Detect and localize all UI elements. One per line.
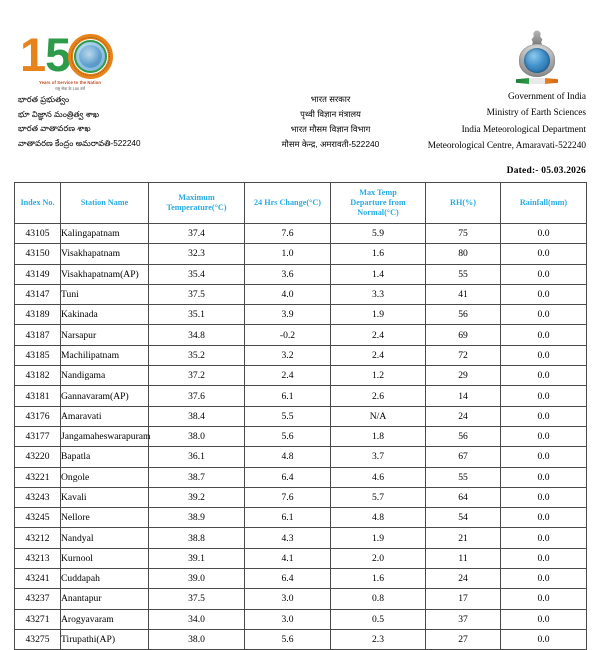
cell-24hrs-change: 4.3 (245, 528, 331, 548)
column-header-max-temp-departure (331, 183, 426, 224)
cell-station-name: Narsapur (61, 325, 149, 345)
cell-index-no: 43149 (15, 264, 61, 284)
table-row (15, 406, 587, 426)
cell-rh: 80 (426, 244, 501, 264)
cell-max-temperature: 36.1 (149, 447, 245, 467)
cell-rh: 64 (426, 487, 501, 507)
cell-index-no: 43150 (15, 244, 61, 264)
cell-rh: 29 (426, 366, 501, 386)
table-row (15, 629, 587, 649)
column-header-maxtemp-line2: Temperature(°C) (166, 203, 227, 212)
cell-max-temp-departure: 1.4 (331, 264, 426, 284)
cell-index-no: 43220 (15, 447, 61, 467)
cell-max-temperature: 37.2 (149, 366, 245, 386)
cell-24hrs-change: 6.1 (245, 386, 331, 406)
cell-station-name: Jangamaheswarapuram (61, 426, 149, 446)
emblem-globe-frame (519, 44, 555, 77)
cell-max-temperature: 37.5 (149, 284, 245, 304)
cell-station-name: Bapatla (61, 447, 149, 467)
cell-rainfall: 0.0 (501, 609, 587, 629)
weather-table-container (14, 182, 586, 650)
cell-max-temp-departure: 5.7 (331, 487, 426, 507)
cell-index-no: 43271 (15, 609, 61, 629)
cell-station-name: Visakhapatnam(AP) (61, 264, 149, 284)
header-hindi-line-3: भारत मौसम विज्ञान विभाग (290, 123, 371, 134)
column-header-maxtemp-line1: Maximum (178, 192, 215, 202)
dated-label: Dated:- 05.03.2026 (506, 166, 586, 176)
table-header-row-group (15, 183, 587, 224)
cell-rainfall: 0.0 (501, 447, 587, 467)
table-row (15, 325, 587, 345)
cell-station-name: Machilipatnam (61, 345, 149, 365)
column-header-depart-line1: Max Temp (359, 187, 397, 197)
cell-24hrs-change: 6.1 (245, 508, 331, 528)
cell-rh: 69 (426, 325, 501, 345)
logo-tagline-english: Years of Service to the Nation (38, 80, 102, 85)
cell-rainfall: 0.0 (501, 629, 587, 649)
table-row (15, 467, 587, 487)
cell-rainfall: 0.0 (501, 487, 587, 507)
column-header-rh: RH(%) (426, 183, 501, 224)
cell-index-no: 43182 (15, 366, 61, 386)
cell-rainfall: 0.0 (501, 508, 587, 528)
cell-max-temperature: 38.4 (149, 406, 245, 426)
cell-max-temperature: 39.0 (149, 569, 245, 589)
cell-station-name: Kakinada (61, 305, 149, 325)
cell-rh: 11 (426, 548, 501, 568)
table-row (15, 548, 587, 568)
table-row (15, 284, 587, 304)
cell-index-no: 43105 (15, 224, 61, 244)
table-row (15, 305, 587, 325)
cell-station-name: Anantapur (61, 589, 149, 609)
cell-rh: 24 (426, 406, 501, 426)
cell-rh: 41 (426, 284, 501, 304)
cell-rainfall: 0.0 (501, 406, 587, 426)
cell-station-name: Tuni (61, 284, 149, 304)
cell-max-temp-departure: N/A (331, 406, 426, 426)
cell-rainfall: 0.0 (501, 467, 587, 487)
cell-rh: 55 (426, 467, 501, 487)
cell-max-temperature: 38.9 (149, 508, 245, 528)
column-header-index-no: Index No. (15, 183, 61, 224)
cell-24hrs-change: 3.0 (245, 589, 331, 609)
table-row (15, 589, 587, 609)
table-row (15, 447, 587, 467)
cell-max-temp-departure: 0.5 (331, 609, 426, 629)
cell-station-name: Nandigama (61, 366, 149, 386)
header-english-line-3: India Meteorological Department (461, 124, 586, 135)
cell-24hrs-change: 2.4 (245, 366, 331, 386)
cell-max-temp-departure: 1.6 (331, 569, 426, 589)
column-header-depart-line3: Normal(°C) (357, 208, 399, 218)
cell-index-no: 43243 (15, 487, 61, 507)
cell-max-temp-departure: 4.8 (331, 508, 426, 528)
cell-max-temperature: 34.0 (149, 609, 245, 629)
cell-rh: 17 (426, 589, 501, 609)
header-hindi-line-1: भारत सरकार (310, 94, 351, 104)
cell-max-temp-departure: 2.3 (331, 629, 426, 649)
cell-station-name: Amaravati (61, 406, 149, 426)
cell-rainfall: 0.0 (501, 305, 587, 325)
cell-index-no: 43177 (15, 426, 61, 446)
column-header-rainfall: Rainfall(mm) (501, 183, 587, 224)
cell-station-name: Kalingapatnam (61, 224, 149, 244)
table-row (15, 569, 587, 589)
table-row (15, 426, 587, 446)
cell-rh: 24 (426, 569, 501, 589)
cell-station-name: Ongole (61, 467, 149, 487)
header-hindi-line-2: पृथ्वी विज्ञान मंत्रालय (300, 108, 361, 119)
cell-rainfall: 0.0 (501, 284, 587, 304)
cell-24hrs-change: 5.6 (245, 629, 331, 649)
header-english-block (326, 93, 586, 151)
cell-max-temperature: 35.4 (149, 264, 245, 284)
cell-24hrs-change: -0.2 (245, 325, 331, 345)
ribbon-left (516, 78, 529, 84)
cell-rh: 56 (426, 426, 501, 446)
table-row (15, 528, 587, 548)
cell-rh: 14 (426, 386, 501, 406)
cell-index-no: 43221 (15, 467, 61, 487)
cell-rh: 37 (426, 609, 501, 629)
cell-max-temp-departure: 1.6 (331, 244, 426, 264)
cell-rainfall: 0.0 (501, 325, 587, 345)
header-telugu-line-4: వాతావరణ కేంద్రం అమరావతి-522240 (18, 138, 141, 148)
cell-rh: 72 (426, 345, 501, 365)
cell-24hrs-change: 3.6 (245, 264, 331, 284)
cell-station-name: Kavali (61, 487, 149, 507)
cell-index-no: 43275 (15, 629, 61, 649)
cell-index-no: 43241 (15, 569, 61, 589)
cell-rh: 56 (426, 305, 501, 325)
header-telugu-line-1: భారత ప్రభుత్వం (18, 95, 70, 104)
cell-max-temp-departure: 5.9 (331, 224, 426, 244)
cell-24hrs-change: 3.0 (245, 609, 331, 629)
ribbon-right (545, 78, 558, 84)
cell-rainfall: 0.0 (501, 366, 587, 386)
cell-24hrs-change: 3.2 (245, 345, 331, 365)
imd-emblem-icon (516, 30, 558, 88)
column-header-depart-line2: Departure from (350, 197, 406, 207)
cell-max-temp-departure: 2.6 (331, 386, 426, 406)
column-header-maximum-temperature (149, 183, 245, 224)
cell-rainfall: 0.0 (501, 244, 587, 264)
cell-index-no: 43176 (15, 406, 61, 426)
column-header-24hrs-change: 24 Hrs Change(°C) (245, 183, 331, 224)
table-row (15, 224, 587, 244)
cell-max-temp-departure: 1.9 (331, 528, 426, 548)
cell-max-temp-departure: 2.4 (331, 325, 426, 345)
imd-150-years-logo (18, 28, 122, 91)
cell-index-no: 43237 (15, 589, 61, 609)
table-row (15, 366, 587, 386)
table-body (15, 224, 587, 650)
cell-max-temp-departure: 3.7 (331, 447, 426, 467)
cell-max-temp-departure: 1.9 (331, 305, 426, 325)
cell-24hrs-change: 7.6 (245, 224, 331, 244)
cell-station-name: Gannavaram(AP) (61, 386, 149, 406)
table-row (15, 487, 587, 507)
cell-max-temp-departure: 3.3 (331, 284, 426, 304)
cell-24hrs-change: 6.4 (245, 569, 331, 589)
header-telugu-block (18, 96, 248, 148)
cell-rainfall: 0.0 (501, 426, 587, 446)
cell-station-name: Arogyavaram (61, 609, 149, 629)
cell-rh: 67 (426, 447, 501, 467)
logo-tagline-hindi: राष्ट्र सेवा के 150 वर्ष (55, 86, 85, 91)
cell-24hrs-change: 4.8 (245, 447, 331, 467)
cell-max-temperature: 38.0 (149, 426, 245, 446)
table-row (15, 508, 587, 528)
document-header (0, 0, 600, 160)
header-english-line-2: Ministry of Earth Sciences (486, 108, 586, 119)
cell-rh: 27 (426, 629, 501, 649)
cell-index-no: 43245 (15, 508, 61, 528)
cell-max-temperature: 32.3 (149, 244, 245, 264)
table-row (15, 609, 587, 629)
cell-max-temp-departure: 4.6 (331, 467, 426, 487)
cell-index-no: 43212 (15, 528, 61, 548)
cell-24hrs-change: 5.6 (245, 426, 331, 446)
cell-rainfall: 0.0 (501, 528, 587, 548)
cell-24hrs-change: 7.6 (245, 487, 331, 507)
cell-station-name: Nandyal (61, 528, 149, 548)
header-english-line-4: Meteorological Centre, Amaravati-522240 (427, 140, 586, 151)
column-header-station-name: Station Name (61, 183, 149, 224)
cell-max-temperature: 37.5 (149, 589, 245, 609)
emblem-tricolor-ribbon-icon (516, 77, 558, 86)
cell-24hrs-change: 5.5 (245, 406, 331, 426)
cell-rainfall: 0.0 (501, 264, 587, 284)
cell-station-name: Nellore (61, 508, 149, 528)
cell-max-temp-departure: 2.0 (331, 548, 426, 568)
cell-max-temperature: 37.6 (149, 386, 245, 406)
cell-index-no: 43181 (15, 386, 61, 406)
cell-max-temp-departure: 1.8 (331, 426, 426, 446)
cell-station-name: Visakhapatnam (61, 244, 149, 264)
logo-digit-one: 1 (20, 28, 45, 81)
cell-index-no: 43185 (15, 345, 61, 365)
logo-emblem-zero-icon (68, 34, 113, 79)
cell-index-no: 43189 (15, 305, 61, 325)
cell-max-temperature: 39.1 (149, 548, 245, 568)
header-telugu-line-3: భారత వాతావరణ శాఖ (18, 124, 91, 134)
table-row (15, 386, 587, 406)
ribbon-center (529, 78, 545, 84)
cell-max-temperature: 39.2 (149, 487, 245, 507)
cell-max-temperature: 38.7 (149, 467, 245, 487)
cell-station-name: Kurnool (61, 548, 149, 568)
logo-digit-five: 5 (45, 28, 69, 81)
table-row (15, 345, 587, 365)
cell-24hrs-change: 4.1 (245, 548, 331, 568)
cell-rh: 21 (426, 528, 501, 548)
emblem-globe-core (524, 48, 550, 73)
cell-max-temperature: 35.2 (149, 345, 245, 365)
cell-index-no: 43213 (15, 548, 61, 568)
cell-rainfall: 0.0 (501, 224, 587, 244)
logo-digits (18, 28, 122, 81)
cell-24hrs-change: 1.0 (245, 244, 331, 264)
cell-rh: 55 (426, 264, 501, 284)
header-telugu-line-2: భూ విజ్ఞాన మంత్రిత్వ శాఖ (18, 109, 100, 119)
cell-max-temperature: 35.1 (149, 305, 245, 325)
cell-max-temp-departure: 0.8 (331, 589, 426, 609)
cell-max-temp-departure: 2.4 (331, 345, 426, 365)
table-row (15, 264, 587, 284)
cell-rainfall: 0.0 (501, 386, 587, 406)
cell-max-temperature: 38.8 (149, 528, 245, 548)
cell-rh: 54 (426, 508, 501, 528)
header-english-line-1: Government of India (508, 92, 586, 102)
cell-rainfall: 0.0 (501, 569, 587, 589)
cell-max-temperature: 37.4 (149, 224, 245, 244)
cell-index-no: 43187 (15, 325, 61, 345)
cell-rainfall: 0.0 (501, 589, 587, 609)
cell-max-temp-departure: 1.2 (331, 366, 426, 386)
header-hindi-line-4: मौसम केन्द्र, अमरावती-522240 (281, 138, 380, 149)
cell-24hrs-change: 3.9 (245, 305, 331, 325)
table-row (15, 244, 587, 264)
cell-station-name: Cuddapah (61, 569, 149, 589)
cell-station-name: Tirupathi(AP) (61, 629, 149, 649)
table-header-row (15, 183, 587, 224)
cell-rainfall: 0.0 (501, 345, 587, 365)
cell-24hrs-change: 4.0 (245, 284, 331, 304)
cell-rh: 75 (426, 224, 501, 244)
cell-index-no: 43147 (15, 284, 61, 304)
cell-24hrs-change: 6.4 (245, 467, 331, 487)
cell-max-temperature: 34.8 (149, 325, 245, 345)
cell-rainfall: 0.0 (501, 548, 587, 568)
cell-max-temperature: 38.0 (149, 629, 245, 649)
weather-observations-table (14, 182, 587, 650)
